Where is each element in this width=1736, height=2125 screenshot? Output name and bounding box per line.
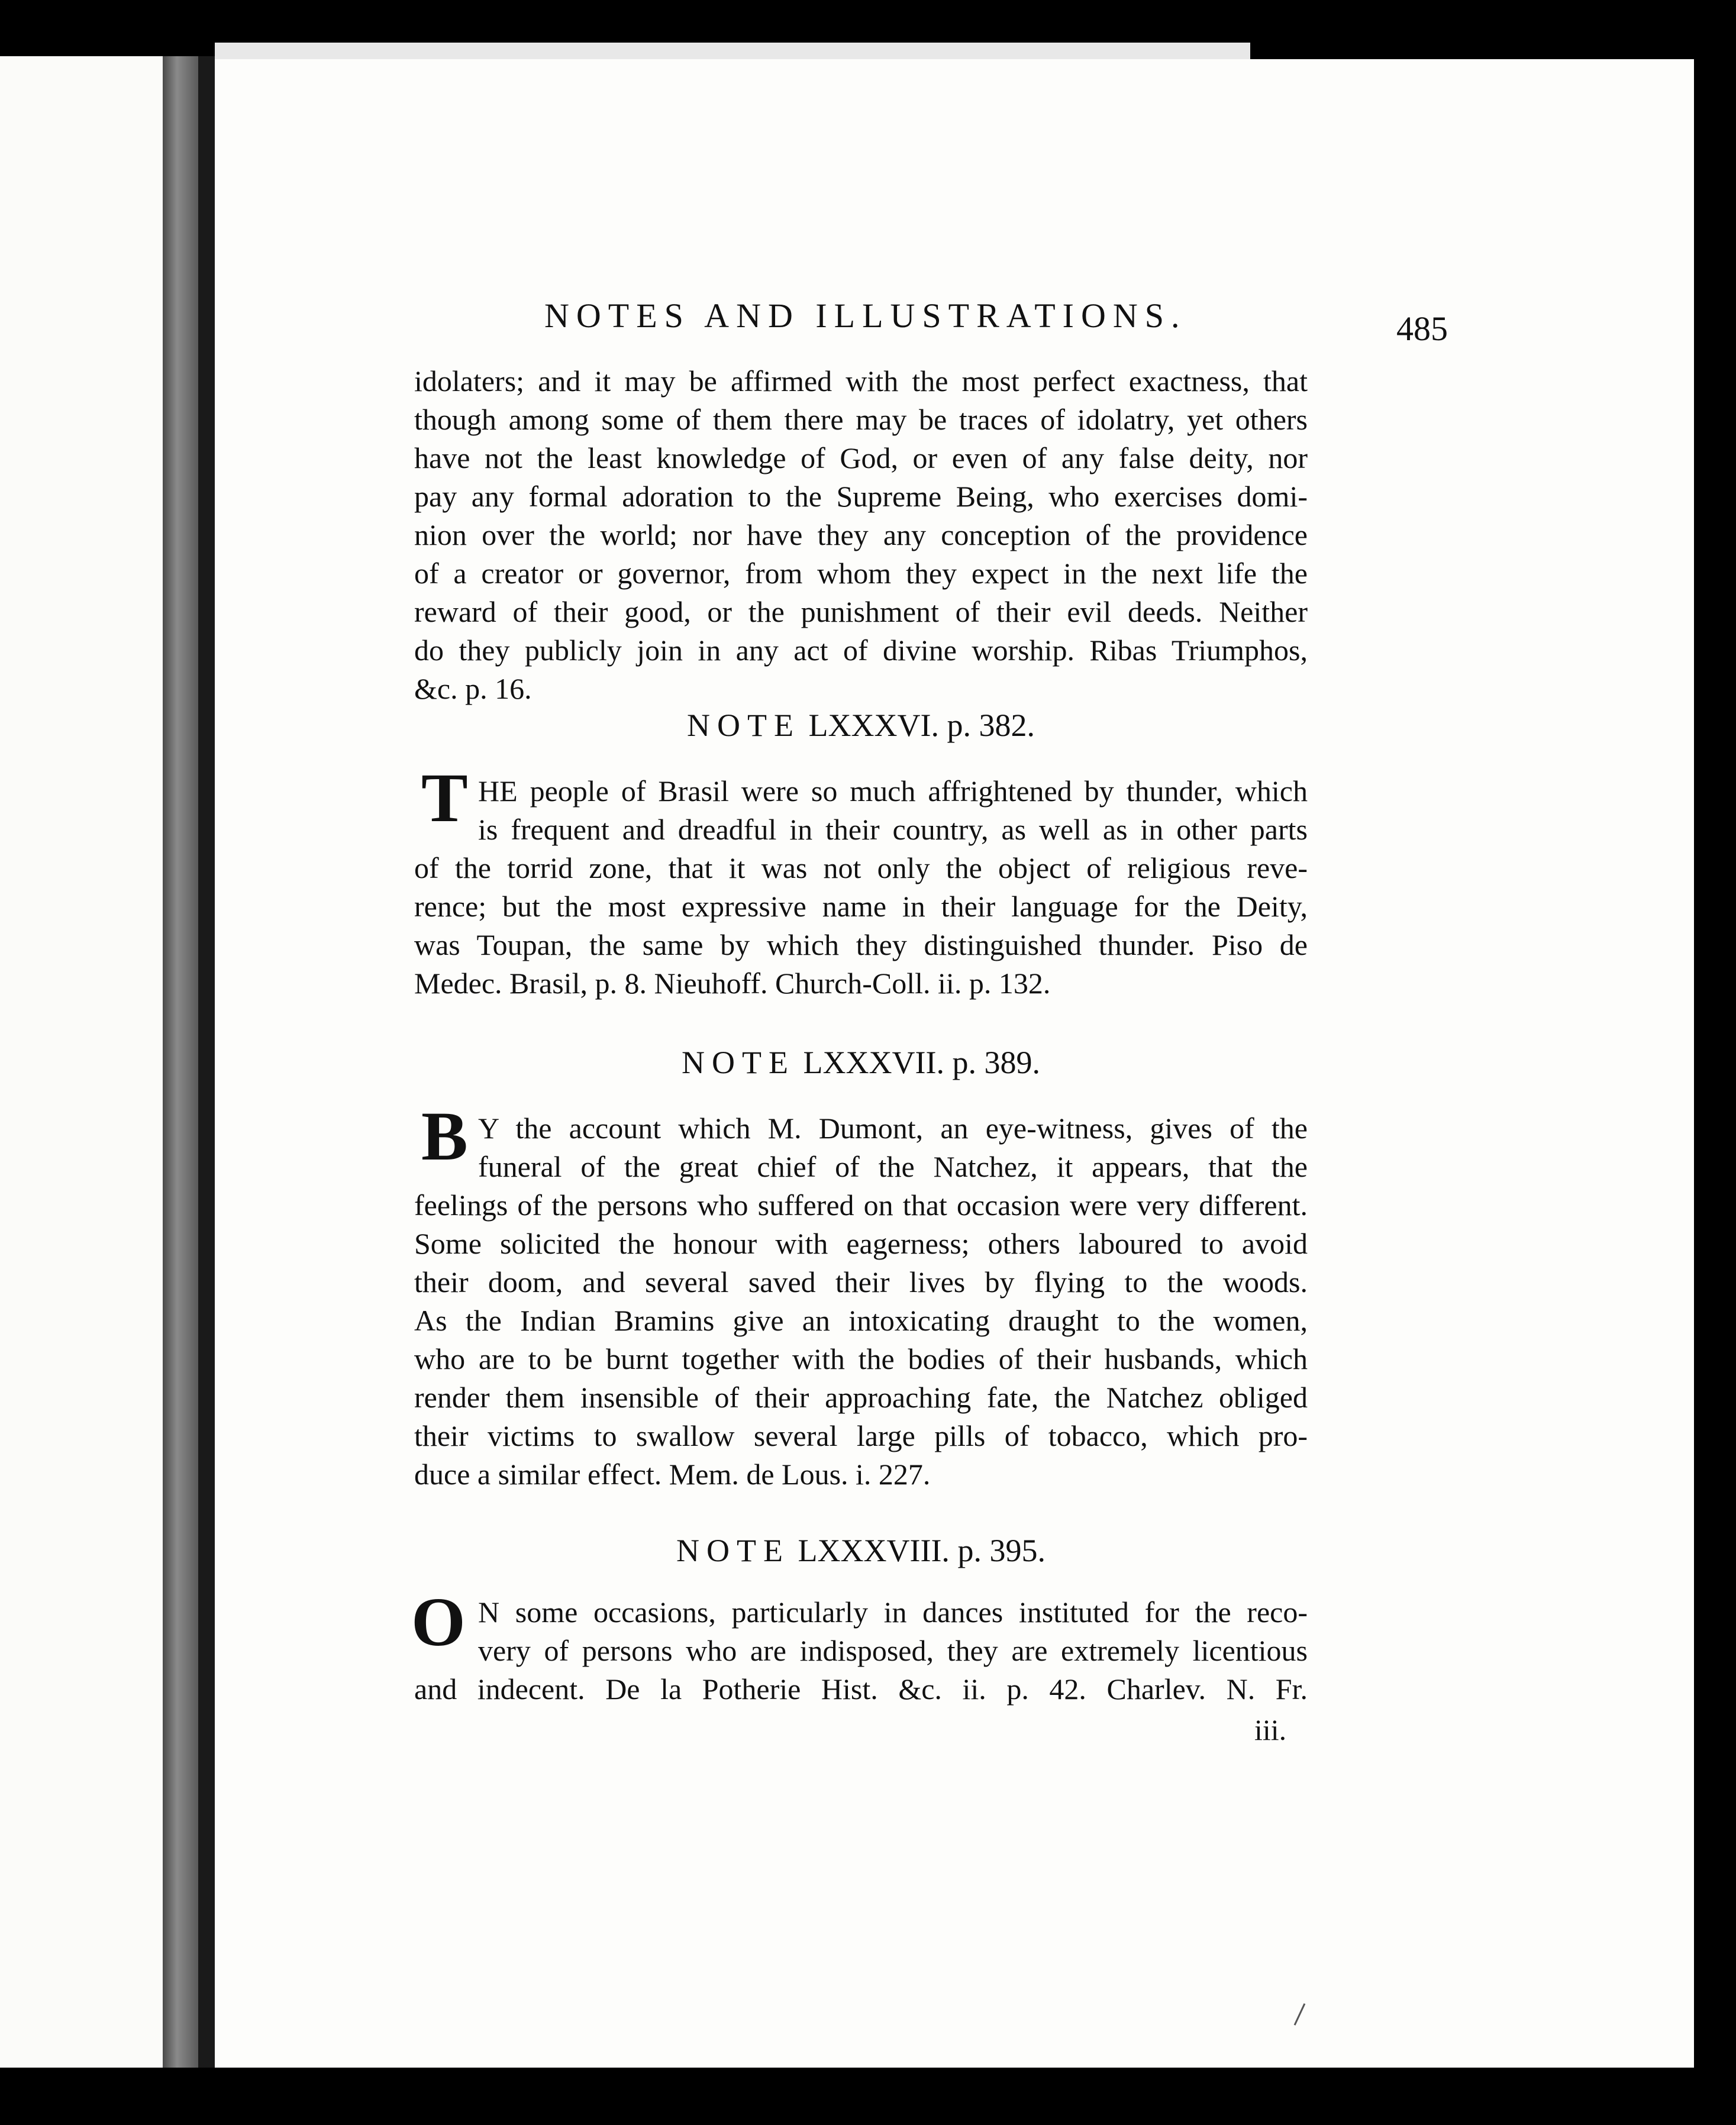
text-line: As the Indian Bramins give an intoxicating draught to the women,: [414, 1304, 1308, 1337]
note-body-lxxxvii: [414, 1109, 1308, 1494]
note-label: NOTE: [687, 708, 801, 743]
text-line: feelings of the persons who suffered on that occasion were very different.: [414, 1189, 1308, 1222]
text-line: funeral of the great chief of the Natchez, it appears, that the: [478, 1150, 1308, 1183]
note-label: NOTE: [682, 1045, 795, 1080]
running-header: NOTES AND ILLUSTRATIONS.: [544, 296, 1187, 335]
text-line: was Toupan, the same by which they distinguished thunder. Piso de: [414, 928, 1308, 961]
text-line: Y the account which M. Dumont, an eye-witness, gives of the: [478, 1112, 1308, 1145]
note-body-lxxxviii: [414, 1593, 1308, 1709]
page-top-strip: [215, 43, 1250, 59]
note-page-ref: p. 389.: [952, 1045, 1040, 1080]
text-line: Some solicited the honour with eagerness; others laboured to avoid: [414, 1227, 1308, 1260]
text-line: &c. p. 16.: [414, 672, 532, 705]
text-line: idolaters; and it may be affirmed with the most perfect exactness, that: [414, 364, 1308, 398]
note-label: NOTE: [676, 1533, 790, 1568]
text-line: do they publicly join in any act of divine worship. Ribas Triumphos,: [414, 634, 1308, 667]
gutter-shadow: [198, 56, 215, 2068]
text-line: render them insensible of their approaching fate, the Natchez obliged: [414, 1381, 1308, 1414]
text-line: pay any formal adoration to the Supreme Being, who exercises domi-: [414, 480, 1308, 513]
note-numeral: LXXXVI.: [808, 708, 939, 743]
text-line: HE people of Brasil were so much affrightened by thunder, which: [478, 774, 1308, 808]
text-line: duce a similar effect. Mem. de Lous. i. 227.: [414, 1458, 931, 1491]
text-line: and indecent. De la Potherie Hist. &c. ii. p. 42. Charlev. N. Fr.: [414, 1672, 1308, 1706]
text-line: who are to be burnt together with the bodies of their husbands, which: [414, 1342, 1308, 1375]
facing-page-edge: [0, 56, 163, 2068]
catchword: iii.: [1254, 1713, 1287, 1746]
text-line: Medec. Brasil, p. 8. Nieuhoff. Church-Coll. ii. p. 132.: [414, 967, 1051, 1000]
text-line: their victims to swallow several large pills of tobacco, which pro-: [414, 1419, 1308, 1452]
text-line: their doom, and several saved their lives by flying to the woods.: [414, 1265, 1308, 1299]
page-number: 485: [1396, 309, 1448, 348]
text-line: have not the least knowledge of God, or even of any false deity, nor: [414, 441, 1308, 474]
note-body-lxxxvi: [414, 772, 1308, 1003]
note-heading-lxxxviii: [414, 1532, 1308, 1569]
text-line: is frequent and dreadful in their country, as well as in other parts: [478, 813, 1308, 846]
text-line: very of persons who are indisposed, they are extremely licentious: [478, 1634, 1308, 1667]
text-line: reward of their good, or the punishment of their evil deeds. Neither: [414, 595, 1308, 628]
note-heading-lxxxvii: [414, 1044, 1308, 1081]
text-line: of a creator or governor, from whom they expect in the next life the: [414, 557, 1308, 590]
text-line: of the torrid zone, that it was not only the object of religious reve-: [414, 851, 1308, 884]
note-numeral: LXXXVII.: [803, 1045, 944, 1080]
drop-cap: B: [421, 1097, 468, 1175]
book-gutter: [163, 56, 198, 2068]
continuation-paragraph: [414, 362, 1308, 708]
drop-cap: O: [411, 1583, 466, 1661]
text-line: nion over the world; nor have they any conception of the providence: [414, 518, 1308, 551]
text-line: though among some of them there may be traces of idolatry, yet others: [414, 403, 1308, 436]
note-page-ref: p. 395.: [957, 1533, 1046, 1568]
drop-cap: T: [421, 759, 468, 837]
note-heading-lxxxvi: [414, 707, 1308, 744]
note-page-ref: p. 382.: [947, 708, 1035, 743]
text-line: N some occasions, particularly in dances instituted for the reco-: [478, 1596, 1308, 1629]
text-line: rence; but the most expressive name in their language for the Deity,: [414, 890, 1308, 923]
note-numeral: LXXXVIII.: [798, 1533, 950, 1568]
